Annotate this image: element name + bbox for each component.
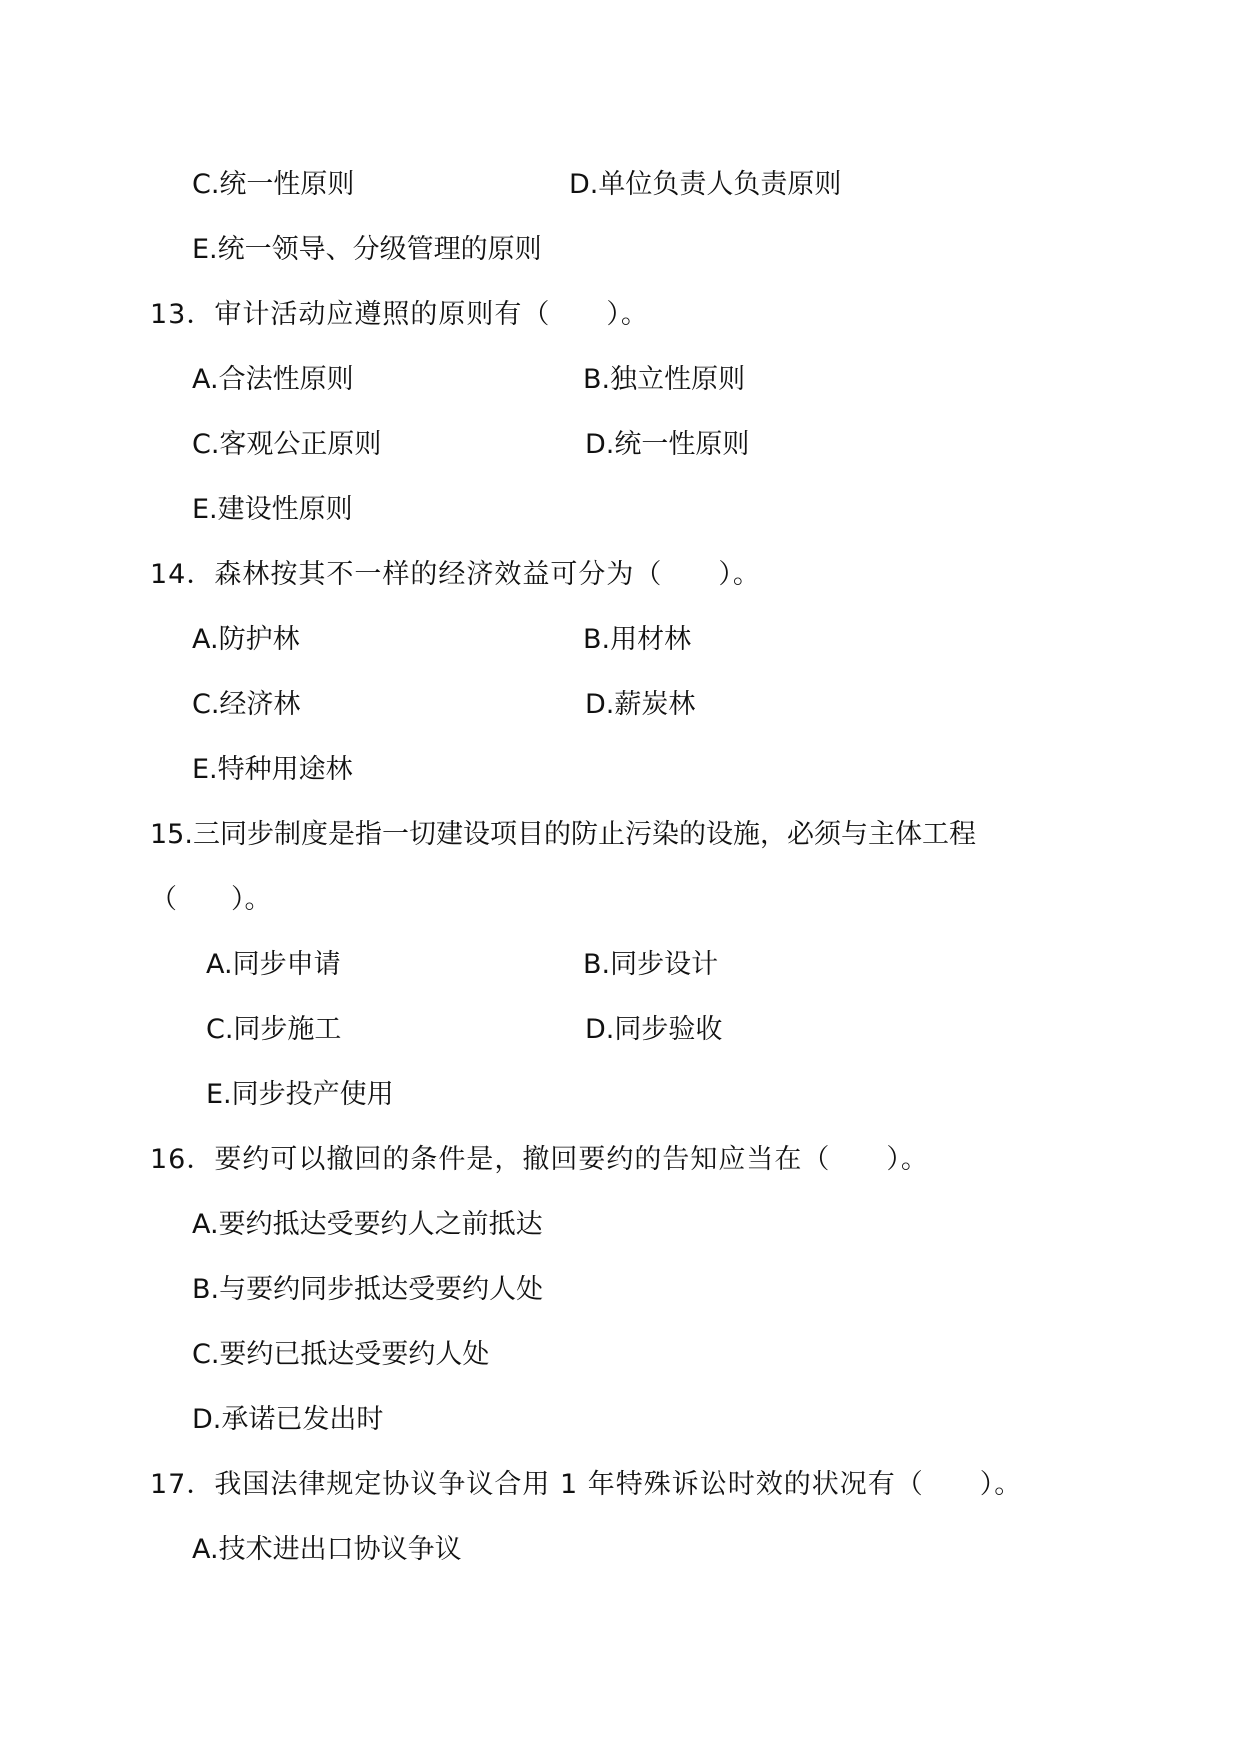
q15-stem-line2: （ ）。 <box>150 884 272 915</box>
q13-option-e: E.建设性原则 <box>192 494 353 525</box>
q14-option-a: A.防护林 <box>192 624 300 655</box>
q12-option-c: C.统一性原则 <box>192 169 355 200</box>
q13-option-d: D.统一性原则 <box>585 429 750 460</box>
q13-stem: 13．审计活动应遵照的原则有（ ）。 <box>150 299 649 330</box>
q13-option-c: C.客观公正原则 <box>192 429 382 460</box>
q13-option-a: A.合法性原则 <box>192 364 354 395</box>
q15-option-e: E.同步投产使用 <box>206 1079 394 1110</box>
q17-stem: 17．我国法律规定协议争议合用 1 年特殊诉讼时效的状况有（ ）。 <box>150 1469 1023 1500</box>
q12-option-e: E.统一领导、分级管理的原则 <box>192 234 542 265</box>
q14-option-b: B.用材林 <box>583 624 692 655</box>
q15-option-b: B.同步设计 <box>583 949 719 980</box>
q15-option-a: A.同步申请 <box>206 949 341 980</box>
q16-option-a: A.要约抵达受要约人之前抵达 <box>192 1209 543 1240</box>
q14-option-e: E.特种用途林 <box>192 754 353 785</box>
q15-stem-line1: 15.三同步制度是指一切建设项目的防止污染的设施，必须与主体工程 <box>150 819 976 850</box>
q16-option-b: B.与要约同步抵达受要约人处 <box>192 1274 544 1305</box>
q14-option-c: C.经济林 <box>192 689 301 720</box>
q15-option-c: C.同步施工 <box>206 1014 342 1045</box>
q16-option-d: D.承诺已发出时 <box>192 1404 384 1435</box>
q14-stem: 14．森林按其不一样的经济效益可分为（ ）。 <box>150 559 761 590</box>
q14-option-d: D.薪炭林 <box>585 689 696 720</box>
q15-option-d: D.同步验收 <box>585 1014 723 1045</box>
q17-option-a: A.技术进出口协议争议 <box>192 1534 462 1565</box>
q16-option-c: C.要约已抵达受要约人处 <box>192 1339 490 1370</box>
q16-stem: 16．要约可以撤回的条件是，撤回要约的告知应当在（ ）。 <box>150 1144 929 1175</box>
q13-option-b: B.独立性原则 <box>583 364 746 395</box>
q12-option-d: D.单位负责人负责原则 <box>569 169 842 200</box>
